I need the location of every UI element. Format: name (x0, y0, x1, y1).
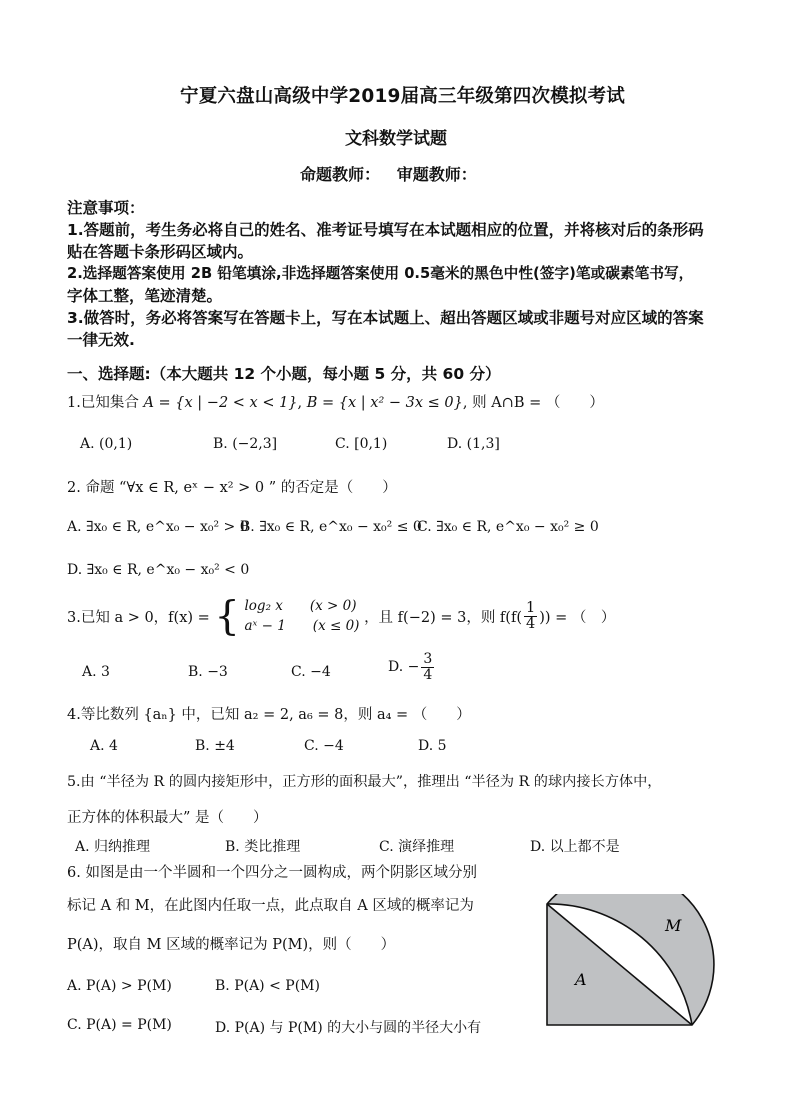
question-5-line-2: 正方体的体积最大” 是（ ） (67, 810, 268, 826)
notice-line-3: 2.选择题答案使用 2B 铅笔填涂,非选择题答案使用 0.5毫米的黑色中性(签字)笔或碳素笔书写， (67, 265, 694, 282)
notice-line-1: 1.答题前，考生务必将自己的姓名、准考证号填写在本试题相应的位置，并将核对后的条形码 (67, 221, 704, 239)
q4-option-b: B. ±4 (195, 738, 235, 754)
q2-option-d: D. ∃x₀ ∈ R, e^x₀ − x₀² < 0 (67, 562, 250, 578)
label-a: A (575, 970, 587, 989)
q3-option-c: C. −4 (291, 664, 331, 680)
q3-option-d-den: 4 (423, 666, 433, 683)
question-3 (67, 593, 616, 640)
question-2: 2. 命题 “∀x ∈ R, eˣ − x² > 0 ” 的否定是（ ） (67, 480, 397, 496)
q3-frac-num: 1 (525, 599, 536, 616)
q3-brace: { (214, 593, 240, 640)
q1-option-b: B. (−2,3] (213, 436, 278, 452)
q1-option-c: C. [0,1) (335, 436, 388, 452)
question-6-line-3: P(A)，取自 M 区域的概率记为 P(M)，则（ ） (67, 937, 396, 953)
notice-line-4: 字体工整，笔迹清楚。 (67, 287, 223, 305)
q3-prefix: 3.已知 a > 0，f(x) = (67, 609, 210, 626)
exam-title: 宁夏六盘山高级中学2019届高三年级第四次模拟考试 (180, 86, 625, 107)
q6-figure (540, 894, 730, 1044)
q6-option-c: C. P(A) = P(M) (67, 1017, 172, 1033)
q3-end: )) = （ ） (539, 609, 616, 626)
q1-prefix: 1.已知集合 (67, 395, 139, 411)
label-m: M (665, 916, 682, 935)
q3-piece-2: aˣ − 1 (x ≤ 0) (244, 618, 360, 635)
q6-option-b: B. P(A) < P(M) (215, 978, 320, 994)
q5-option-c: C. 演绎推理 (379, 839, 455, 855)
question-6-line-2: 标记 A 和 M，在此图内任取一点，此点取自 A 区域的概率记为 (67, 898, 474, 914)
question-4: 4.等比数列 {aₙ} 中，已知 a₂ = 2, a₆ = 8，则 a₄ = （ ） (67, 707, 471, 723)
q3-option-d-fraction (421, 652, 434, 682)
q6-option-d: D. P(A) 与 P(M) 的大小与圆的半径大小有 (215, 1020, 482, 1036)
q3-option-b: B. −3 (188, 664, 228, 680)
exam-subtitle: 文科数学试题 (345, 129, 447, 149)
q4-option-c: C. −4 (304, 738, 344, 754)
q4-option-d: D. 5 (418, 738, 447, 754)
q5-option-b: B. 类比推理 (225, 839, 301, 855)
q3-option-d-num: 3 (423, 651, 433, 667)
q2-option-a: A. ∃x₀ ∈ R, e^x₀ − x₀² > 0 (67, 519, 249, 535)
question-5-line-1: 5.由 “半径为 R 的圆内接矩形中，正方形的面积最大”，推理出 “半径为 R 的球内接长方体中， (67, 774, 662, 790)
q1-ask: 则 A∩B = （ ） (472, 395, 604, 411)
q6-option-a: A. P(A) > P(M) (67, 978, 172, 994)
q3-piece-1: log₂ x (x > 0) (244, 598, 357, 614)
notice-line-5: 3.做答时，务必将答案写在答题卡上，写在本试题上、超出答题区域或非题号对应区域的答案 (67, 309, 704, 327)
q2-option-c: C. ∃x₀ ∈ R, e^x₀ − x₀² ≥ 0 (417, 519, 599, 535)
q4-option-a: A. 4 (90, 738, 118, 754)
q1-option-a: A. (0,1) (80, 436, 133, 452)
q3-fraction (524, 601, 537, 632)
notice-heading: 注意事项： (67, 199, 145, 217)
q3-option-a: A. 3 (82, 664, 110, 680)
question-1: 1.已知集合 A = {x | −2 < x < 1}, B = {x | x² − 3x ≤ 0}, 则 A∩B = （ ） (67, 395, 604, 411)
q3-frac-den: 4 (525, 615, 536, 632)
q1-set-b: B = {x | x² − 3x ≤ 0} (306, 395, 463, 411)
question-6-line-1: 6. 如图是由一个半圆和一个四分之一圆构成，两个阴影区域分别 (67, 865, 477, 881)
notice-line-6: 一律无效. (67, 331, 135, 349)
q2-option-b: B. ∃x₀ ∈ R, e^x₀ − x₀² ≤ 0 (240, 519, 422, 535)
section-heading: 一、选择题:（本大题共 12 个小题，每小题 5 分，共 60 分） (67, 365, 501, 383)
q3-option-d-label: D. − (388, 659, 420, 676)
q1-option-d: D. (1,3] (447, 436, 500, 452)
q5-option-a: A. 归纳推理 (75, 839, 151, 855)
notice-line-2: 贴在答题卡条形码区域内。 (67, 243, 254, 261)
q3-mid: ，且 f(−2) = 3，则 f(f( (364, 609, 522, 626)
q3-piecewise (244, 596, 359, 637)
q5-option-d: D. 以上都不是 (530, 839, 620, 855)
q1-set-a: A = {x | −2 < x < 1} (143, 395, 298, 411)
q3-option-d (388, 652, 436, 682)
exam-authors: 命题教师： 审题教师： (300, 165, 477, 184)
